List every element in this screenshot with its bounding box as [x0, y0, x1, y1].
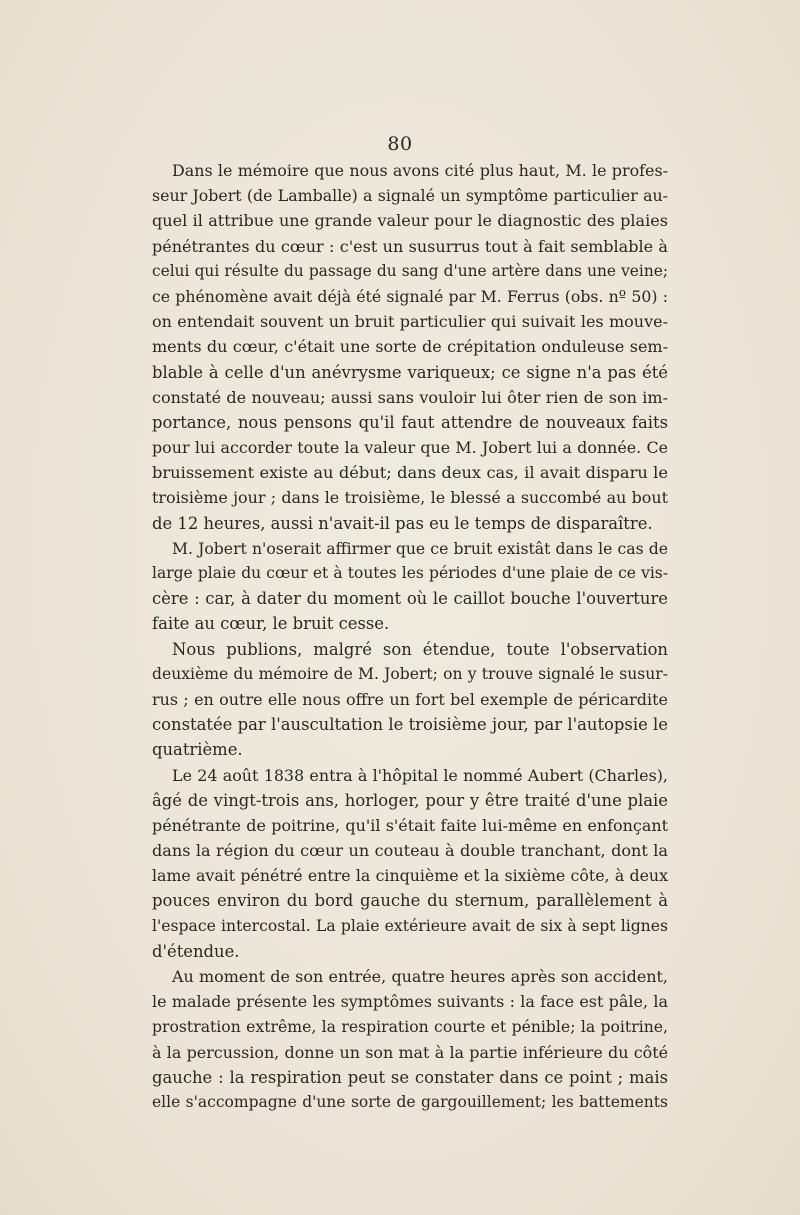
text-line: ments du cœur, c'était une sorte de crépitation onduleuse sem- — [152, 337, 668, 357]
text-line: d'étendue. — [152, 941, 240, 961]
text-line: constatée par l'auscultation le troisième jour, par l'autopsie le — [152, 715, 668, 735]
text-line: de 12 heures, aussi n'avait-il pas eu le temps de disparaître. — [152, 513, 653, 533]
text-line: troisième jour ; dans le troisième, le blessé a succombé au bout — [152, 488, 668, 508]
text-line: Dans le mémoire que nous avons cité plus haut, M. le profes- — [172, 161, 668, 180]
text-line: Au moment de son entrée, quatre heures après son accident, — [172, 967, 668, 986]
text-line: constaté de nouveau; aussi sans vouloir lui ôter rien de son im- — [152, 387, 668, 407]
body-text — [152, 158, 668, 1115]
text-line: large plaie du cœur et à toutes les périodes d'une plaie de ce vis- — [152, 564, 668, 582]
text-line: bruissement existe au début; dans deux cas, il avait disparu le — [152, 463, 668, 483]
text-line: pénétrante de poitrine, qu'il s'était faite lui-même en enfonçant — [152, 815, 668, 835]
text-line: prostration extrême, la respiration courte et pénible; la poitrine, — [152, 1017, 668, 1037]
text-line: elle s'accompagne d'une sorte de gargouillement; les battements — [152, 1092, 668, 1111]
text-line: Nous publions, malgré son étendue, toute l'observation — [172, 639, 668, 659]
text-line: pour lui accorder toute la valeur que M. Jobert lui a donnée. Ce — [152, 438, 668, 458]
text-line: pouces environ du bord gauche du sternum, parallèlement à — [152, 891, 668, 911]
text-line: on entendait souvent un bruit particulier qui suivait les mouve- — [152, 312, 668, 332]
text-line: portance, nous pensons qu'il faut attendre de nouveaux faits — [152, 412, 668, 432]
page-number: 80 — [387, 133, 413, 155]
text-line: gauche : la respiration peut se constater dans ce point ; mais — [152, 1067, 668, 1087]
text-line: à la percussion, donne un son mat à la partie inférieure du côté — [152, 1042, 668, 1062]
text-line: âgé de vingt-trois ans, horloger, pour y être traité d'une plaie — [152, 790, 668, 810]
text-line: M. Jobert n'oserait affirmer que ce bruit existât dans le cas de — [172, 538, 668, 558]
text-line: lame avait pénétré entre la cinquième et la sixième côte, à deux — [152, 866, 668, 886]
text-line: faite au cœur, le bruit cesse. — [152, 614, 390, 634]
text-line: celui qui résulte du passage du sang d'une artère dans une veine; — [152, 261, 668, 280]
text-line: ce phénomène avait déjà été signalé par M. Ferrus (obs. nº 50) : — [152, 286, 668, 306]
text-line: cère : car, à dater du moment où le caillot bouche l'ouverture — [152, 589, 668, 609]
text-line: seur Jobert (de Lamballe) a signalé un symptôme particulier au- — [152, 186, 668, 206]
text-line: deuxième du mémoire de M. Jobert; on y trouve signalé le susur- — [152, 664, 668, 683]
text-line: rus ; en outre elle nous offre un fort bel exemple de péricardite — [152, 689, 668, 709]
text-line: pénétrantes du cœur : c'est un susurrus tout à fait semblable à — [152, 236, 668, 256]
text-line: l'espace intercostal. La plaie extérieure avait de six à sept lignes — [152, 916, 668, 935]
text-line: dans la région du cœur un couteau à double tranchant, dont la — [152, 841, 668, 861]
text-line: le malade présente les symptômes suivants : la face est pâle, la — [152, 992, 668, 1012]
text-line: blable à celle d'un anévrysme variqueux; ce signe n'a pas été — [152, 362, 668, 382]
text-line: quatrième. — [152, 740, 243, 760]
text-line: Le 24 août 1838 entra à l'hôpital le nommé Aubert (Charles), — [172, 765, 668, 785]
text-line: quel il attribue une grande valeur pour le diagnostic des plaies — [152, 211, 668, 231]
